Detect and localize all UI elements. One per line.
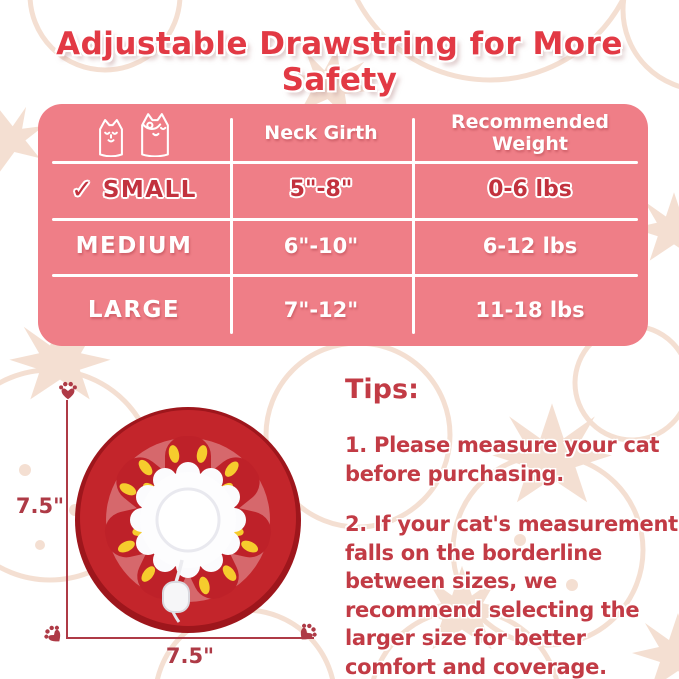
table-header-sizes (38, 104, 230, 161)
table-cell-small-girth: 5"-8" (289, 177, 353, 202)
cat-outline-icon (94, 115, 128, 157)
page-title: Adjustable Drawstring for More Safety (56, 26, 623, 98)
size-chart-table (38, 104, 648, 346)
width-dimension-label: 7.5" (165, 644, 215, 668)
table-row-small-size (38, 161, 230, 218)
table-cell-large-girth: 7"-12" (283, 298, 359, 322)
width-dimension-line (66, 637, 314, 639)
tomato-collar-product-image (70, 402, 306, 638)
size-label-large: LARGE (87, 297, 181, 323)
height-dimension-label: 7.5" (15, 494, 65, 518)
tip-1: 1. Please measure your cat before purchasing. (345, 433, 660, 486)
table-row-large-size (38, 274, 230, 346)
table-cell-medium-girth: 6"-10" (283, 234, 359, 258)
paw-print-icon (57, 380, 79, 402)
checkmark-icon: ✓ (71, 174, 93, 205)
table-cell-large-weight: 11-18 lbs (475, 298, 585, 322)
table-cell-small-weight: 0-6 lbs (488, 177, 572, 202)
size-label-medium: MEDIUM (75, 233, 193, 259)
cat-icons (94, 109, 174, 157)
tip-2: 2. If your cat's measurement falls on the borderline between sizes, we recommend selecting the larger size for better comfort and coverage. (345, 512, 678, 679)
tips-heading: Tips: (345, 374, 419, 405)
cat-patch-outline-icon (136, 109, 174, 157)
table-header-weight: Recommended Weight (451, 110, 609, 155)
table-row-medium-size (38, 218, 230, 274)
tips-section (345, 374, 679, 679)
table-cell-medium-weight: 6-12 lbs (482, 234, 578, 258)
size-label-small: SMALL (102, 176, 197, 203)
height-dimension-line (66, 400, 68, 638)
table-header-neck-girth: Neck Girth (264, 121, 378, 144)
